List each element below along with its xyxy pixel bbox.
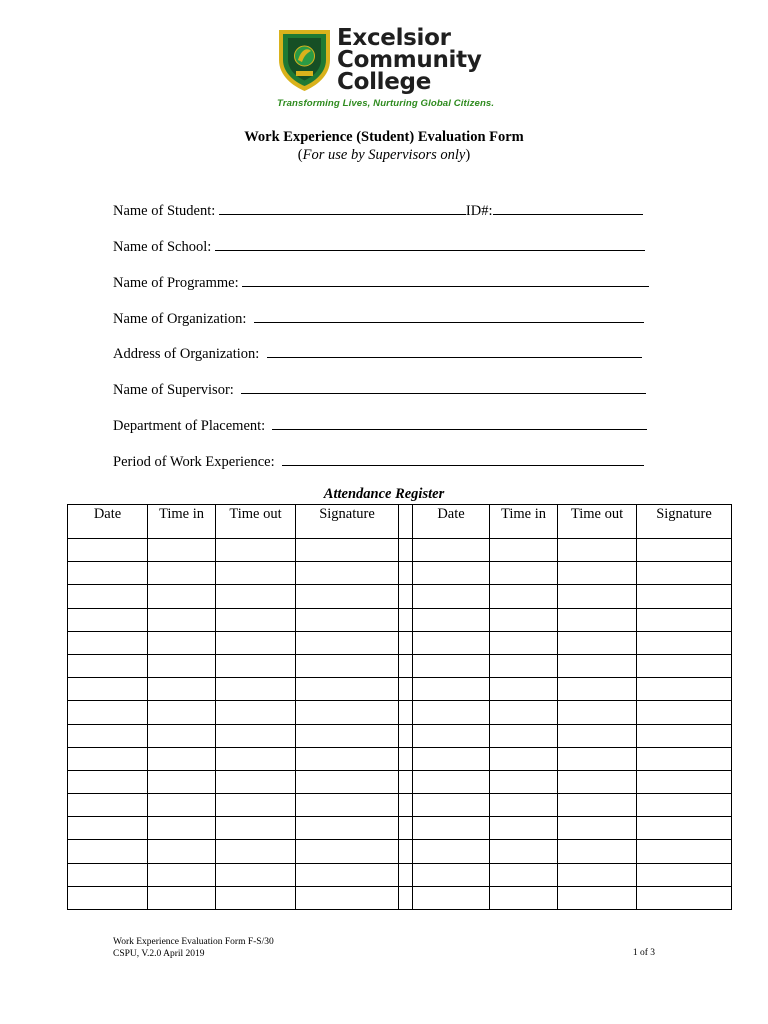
column-gap	[399, 539, 413, 562]
attendance-cell[interactable]	[490, 678, 558, 701]
column-gap	[399, 701, 413, 724]
attendance-cell[interactable]	[148, 863, 216, 886]
attendance-cell[interactable]	[490, 701, 558, 724]
period-row	[113, 452, 644, 471]
attendance-cell[interactable]	[216, 678, 296, 701]
attendance-row	[68, 840, 732, 863]
period-field[interactable]	[282, 452, 644, 466]
attendance-cell[interactable]	[558, 585, 637, 608]
school-row	[113, 237, 645, 256]
column-gap	[399, 840, 413, 863]
attendance-cell[interactable]	[296, 539, 399, 562]
attendance-row	[68, 631, 732, 654]
attendance-cell[interactable]	[490, 794, 558, 817]
attendance-table	[67, 504, 732, 910]
attendance-cell[interactable]	[413, 701, 490, 724]
attendance-cell[interactable]	[148, 817, 216, 840]
column-gap	[399, 562, 413, 585]
attendance-cell[interactable]	[296, 724, 399, 747]
attendance-header-row	[68, 505, 732, 539]
attendance-cell[interactable]	[68, 747, 148, 770]
attendance-row	[68, 562, 732, 585]
attendance-cell[interactable]	[490, 562, 558, 585]
page-number: 1 of 3	[632, 948, 655, 958]
attendance-cell[interactable]	[68, 840, 148, 863]
attendance-cell[interactable]	[68, 770, 148, 793]
attendance-cell[interactable]	[413, 886, 490, 909]
attendance-cell[interactable]	[637, 886, 732, 909]
programme-field[interactable]	[242, 273, 649, 287]
department-label: Department of Placement:	[113, 418, 266, 434]
attendance-cell[interactable]	[413, 817, 490, 840]
address-label: Address of Organization:	[113, 346, 260, 362]
attendance-cell[interactable]	[558, 794, 637, 817]
column-gap	[399, 654, 413, 677]
attendance-cell[interactable]	[296, 863, 399, 886]
attendance-cell[interactable]	[558, 840, 637, 863]
logo-text-line-2: Community	[337, 47, 482, 73]
attendance-cell[interactable]	[216, 747, 296, 770]
attendance-cell[interactable]	[558, 886, 637, 909]
attendance-cell[interactable]	[68, 585, 148, 608]
column-gap	[399, 631, 413, 654]
attendance-cell[interactable]	[413, 608, 490, 631]
attendance-cell[interactable]	[68, 562, 148, 585]
attendance-row	[68, 794, 732, 817]
attendance-cell[interactable]	[296, 747, 399, 770]
school-label: Name of School:	[113, 239, 212, 255]
col-header-signature-right: Signature	[637, 505, 732, 539]
organization-label: Name of Organization:	[113, 311, 247, 327]
attendance-cell[interactable]	[490, 631, 558, 654]
attendance-cell[interactable]	[68, 863, 148, 886]
attendance-row	[68, 608, 732, 631]
attendance-cell[interactable]	[413, 747, 490, 770]
column-gap	[399, 817, 413, 840]
attendance-cell[interactable]	[148, 562, 216, 585]
attendance-cell[interactable]	[148, 886, 216, 909]
attendance-cell[interactable]	[68, 817, 148, 840]
attendance-cell[interactable]	[558, 724, 637, 747]
attendance-cell[interactable]	[296, 562, 399, 585]
attendance-cell[interactable]	[558, 608, 637, 631]
attendance-row	[68, 747, 732, 770]
organization-row	[113, 309, 644, 328]
attendance-cell[interactable]	[637, 631, 732, 654]
logo-text-line-1: Excelsior	[337, 25, 451, 51]
attendance-cell[interactable]	[148, 585, 216, 608]
department-row	[113, 416, 647, 435]
attendance-cell[interactable]	[68, 724, 148, 747]
attendance-cell[interactable]	[413, 539, 490, 562]
attendance-row	[68, 678, 732, 701]
attendance-cell[interactable]	[296, 608, 399, 631]
attendance-cell[interactable]	[413, 678, 490, 701]
attendance-cell[interactable]	[68, 631, 148, 654]
supervisor-field[interactable]	[241, 380, 646, 394]
attendance-cell[interactable]	[637, 608, 732, 631]
form-subtitle: (For use by Supervisors only)	[297, 147, 471, 163]
attendance-cell[interactable]	[413, 562, 490, 585]
attendance-cell[interactable]	[490, 886, 558, 909]
attendance-row	[68, 654, 732, 677]
attendance-cell[interactable]	[296, 654, 399, 677]
address-field[interactable]	[267, 344, 642, 358]
attendance-cell[interactable]	[637, 840, 732, 863]
student-name-row	[113, 201, 643, 220]
attendance-cell[interactable]	[148, 794, 216, 817]
college-logo	[276, 26, 496, 112]
footer-form-code: Work Experience Evaluation Form F-S/30	[113, 937, 274, 947]
col-header-time-in-right: Time in	[490, 505, 558, 539]
attendance-row	[68, 724, 732, 747]
attendance-cell[interactable]	[558, 654, 637, 677]
department-field[interactable]	[272, 416, 647, 430]
attendance-cell[interactable]	[413, 724, 490, 747]
attendance-cell[interactable]	[413, 840, 490, 863]
attendance-cell[interactable]	[413, 631, 490, 654]
attendance-cell[interactable]	[216, 701, 296, 724]
attendance-cell[interactable]	[490, 608, 558, 631]
attendance-cell[interactable]	[637, 678, 732, 701]
attendance-cell[interactable]	[490, 747, 558, 770]
attendance-cell[interactable]	[148, 654, 216, 677]
college-crest-icon	[276, 26, 333, 92]
attendance-cell[interactable]	[216, 608, 296, 631]
attendance-cell[interactable]	[216, 585, 296, 608]
student-id-field[interactable]	[493, 201, 643, 215]
student-name-field[interactable]	[219, 201, 466, 215]
attendance-cell[interactable]	[490, 585, 558, 608]
attendance-cell[interactable]	[490, 840, 558, 863]
attendance-row	[68, 886, 732, 909]
attendance-cell[interactable]	[637, 770, 732, 793]
attendance-cell[interactable]	[637, 562, 732, 585]
attendance-cell[interactable]	[216, 631, 296, 654]
student-name-label: Name of Student:	[113, 203, 216, 219]
column-gap	[399, 794, 413, 817]
attendance-cell[interactable]	[296, 631, 399, 654]
attendance-cell[interactable]	[216, 840, 296, 863]
attendance-cell[interactable]	[216, 863, 296, 886]
attendance-cell[interactable]	[216, 539, 296, 562]
school-field[interactable]	[215, 237, 645, 251]
attendance-cell[interactable]	[148, 747, 216, 770]
footer-info	[113, 937, 274, 960]
column-gap	[399, 585, 413, 608]
attendance-row	[68, 817, 732, 840]
attendance-cell[interactable]	[148, 631, 216, 654]
attendance-cell[interactable]	[148, 678, 216, 701]
attendance-cell[interactable]	[296, 585, 399, 608]
programme-label: Name of Programme:	[113, 275, 239, 291]
attendance-row	[68, 863, 732, 886]
attendance-cell[interactable]	[558, 770, 637, 793]
attendance-cell[interactable]	[558, 747, 637, 770]
supervisor-row	[113, 380, 646, 399]
column-gap	[399, 608, 413, 631]
attendance-cell[interactable]	[413, 794, 490, 817]
attendance-cell[interactable]	[296, 817, 399, 840]
attendance-cell[interactable]	[216, 724, 296, 747]
attendance-cell[interactable]	[637, 794, 732, 817]
column-gap	[399, 678, 413, 701]
column-gap	[399, 863, 413, 886]
attendance-cell[interactable]	[558, 539, 637, 562]
attendance-cell[interactable]	[490, 654, 558, 677]
column-gap	[399, 724, 413, 747]
col-header-signature: Signature	[296, 505, 399, 539]
attendance-cell[interactable]	[68, 794, 148, 817]
attendance-cell[interactable]	[68, 678, 148, 701]
attendance-cell[interactable]	[296, 770, 399, 793]
logo-text-line-3: College	[337, 69, 432, 95]
column-gap	[399, 505, 413, 539]
attendance-cell[interactable]	[413, 585, 490, 608]
attendance-cell[interactable]	[296, 794, 399, 817]
attendance-cell[interactable]	[637, 585, 732, 608]
attendance-cell[interactable]	[637, 701, 732, 724]
attendance-cell[interactable]	[490, 724, 558, 747]
attendance-cell[interactable]	[68, 608, 148, 631]
attendance-cell[interactable]	[148, 724, 216, 747]
attendance-cell[interactable]	[296, 886, 399, 909]
attendance-cell[interactable]	[490, 817, 558, 840]
programme-row	[113, 273, 649, 292]
attendance-cell[interactable]	[558, 863, 637, 886]
attendance-cell[interactable]	[637, 539, 732, 562]
attendance-cell[interactable]	[216, 562, 296, 585]
attendance-cell[interactable]	[558, 701, 637, 724]
attendance-cell[interactable]	[413, 863, 490, 886]
attendance-row	[68, 585, 732, 608]
column-gap	[399, 770, 413, 793]
attendance-cell[interactable]	[216, 817, 296, 840]
attendance-cell[interactable]	[558, 562, 637, 585]
attendance-cell[interactable]	[148, 539, 216, 562]
attendance-cell[interactable]	[216, 654, 296, 677]
column-gap	[399, 886, 413, 909]
attendance-cell[interactable]	[490, 770, 558, 793]
attendance-row	[68, 770, 732, 793]
col-header-time-out: Time out	[216, 505, 296, 539]
attendance-cell[interactable]	[490, 863, 558, 886]
attendance-cell[interactable]	[148, 701, 216, 724]
attendance-cell[interactable]	[637, 747, 732, 770]
attendance-cell[interactable]	[413, 770, 490, 793]
attendance-cell[interactable]	[558, 817, 637, 840]
attendance-cell[interactable]	[637, 654, 732, 677]
attendance-cell[interactable]	[68, 539, 148, 562]
logo-tagline: Transforming Lives, Nurturing Global Citizens.	[277, 98, 495, 109]
attendance-cell[interactable]	[296, 840, 399, 863]
attendance-row	[68, 539, 732, 562]
attendance-title: Attendance Register	[323, 486, 445, 502]
address-row	[113, 344, 642, 363]
attendance-cell[interactable]	[68, 701, 148, 724]
attendance-cell[interactable]	[637, 863, 732, 886]
col-header-time-in: Time in	[148, 505, 216, 539]
attendance-cell[interactable]	[637, 724, 732, 747]
organization-field[interactable]	[254, 309, 644, 323]
supervisor-label: Name of Supervisor:	[113, 382, 234, 398]
attendance-cell[interactable]	[558, 631, 637, 654]
attendance-cell[interactable]	[148, 840, 216, 863]
student-id-label: ID#:	[465, 203, 493, 219]
attendance-row	[68, 701, 732, 724]
footer-version: CSPU, V.2.0 April 2019	[113, 948, 205, 959]
period-label: Period of Work Experience:	[113, 454, 275, 470]
attendance-cell[interactable]	[68, 654, 148, 677]
attendance-cell[interactable]	[148, 770, 216, 793]
attendance-cell[interactable]	[296, 701, 399, 724]
attendance-cell[interactable]	[296, 678, 399, 701]
attendance-cell[interactable]	[490, 539, 558, 562]
attendance-cell[interactable]	[216, 794, 296, 817]
attendance-cell[interactable]	[413, 654, 490, 677]
form-title: Work Experience (Student) Evaluation Form	[244, 129, 524, 145]
subtitle-text: For use by Supervisors only	[302, 147, 466, 163]
attendance-cell[interactable]	[148, 608, 216, 631]
col-header-time-out-right: Time out	[558, 505, 637, 539]
attendance-cell[interactable]	[558, 678, 637, 701]
attendance-cell[interactable]	[637, 817, 732, 840]
attendance-cell[interactable]	[68, 886, 148, 909]
col-header-date: Date	[68, 505, 148, 539]
attendance-cell[interactable]	[216, 886, 296, 909]
attendance-cell[interactable]	[216, 770, 296, 793]
column-gap	[399, 747, 413, 770]
col-header-date-right: Date	[413, 505, 490, 539]
